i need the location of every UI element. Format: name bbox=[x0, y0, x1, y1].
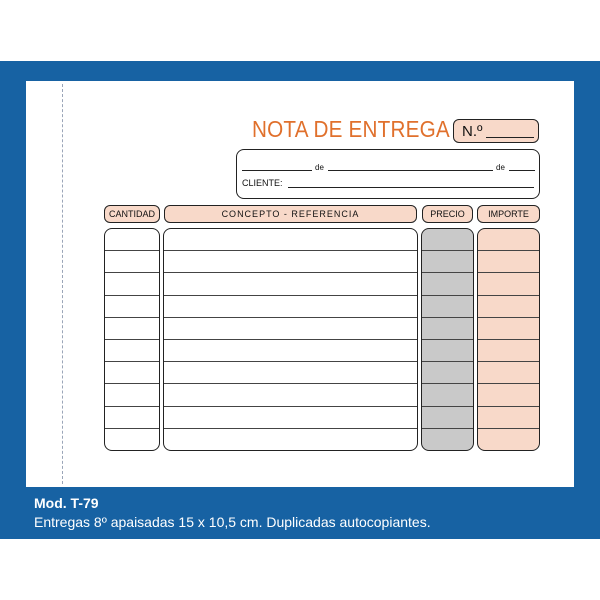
table-row bbox=[164, 340, 417, 362]
table-row bbox=[422, 362, 473, 384]
date-separator-2: de bbox=[496, 163, 505, 172]
table-row bbox=[164, 318, 417, 340]
table-row bbox=[164, 251, 417, 273]
column-precio bbox=[421, 228, 474, 451]
table-row bbox=[105, 273, 159, 295]
table-row bbox=[478, 407, 539, 429]
caption-description: Entregas 8º apaisadas 15 x 10,5 cm. Duplicadas autocopiantes. bbox=[34, 514, 431, 530]
column-cantidad bbox=[104, 228, 160, 451]
table-row bbox=[164, 362, 417, 384]
table-row bbox=[105, 429, 159, 451]
table-row bbox=[478, 384, 539, 406]
table-row bbox=[105, 251, 159, 273]
date-year-line bbox=[509, 170, 535, 171]
table-row bbox=[105, 407, 159, 429]
table-row bbox=[164, 273, 417, 295]
column-concepto bbox=[163, 228, 418, 451]
table-row bbox=[105, 362, 159, 384]
form-title: NOTA DE ENTREGA bbox=[252, 116, 450, 142]
table-row bbox=[164, 229, 417, 251]
table-row bbox=[164, 384, 417, 406]
table-row bbox=[422, 407, 473, 429]
date-separator-1: de bbox=[315, 163, 324, 172]
table-row bbox=[105, 384, 159, 406]
date-month-line bbox=[328, 170, 493, 171]
table-row bbox=[478, 296, 539, 318]
table-row bbox=[105, 340, 159, 362]
column-importe bbox=[477, 228, 540, 451]
number-label: N.º bbox=[462, 123, 483, 140]
table-row bbox=[105, 296, 159, 318]
table-row bbox=[422, 318, 473, 340]
table-row bbox=[478, 229, 539, 251]
number-line bbox=[486, 137, 534, 138]
caption-model: Mod. T-79 bbox=[34, 495, 99, 511]
date-day-line bbox=[242, 170, 312, 171]
table-row bbox=[105, 229, 159, 251]
table-row bbox=[478, 362, 539, 384]
date-client-box bbox=[236, 149, 540, 199]
table-row bbox=[478, 251, 539, 273]
number-field bbox=[453, 119, 539, 143]
table-row bbox=[164, 407, 417, 429]
table-row bbox=[164, 296, 417, 318]
table-row bbox=[422, 229, 473, 251]
client-line bbox=[288, 187, 534, 188]
table-row bbox=[478, 318, 539, 340]
table-row bbox=[422, 384, 473, 406]
header-cantidad: CANTIDAD bbox=[104, 205, 160, 223]
header-concepto: CONCEPTO - REFERENCIA bbox=[164, 205, 417, 223]
table-row bbox=[422, 296, 473, 318]
table-row bbox=[422, 251, 473, 273]
table-row bbox=[478, 429, 539, 451]
perforation-line bbox=[62, 84, 63, 484]
header-precio: PRECIO bbox=[422, 205, 473, 223]
table-row bbox=[422, 273, 473, 295]
table-row bbox=[478, 273, 539, 295]
table-row bbox=[478, 340, 539, 362]
table-row bbox=[422, 340, 473, 362]
table-row bbox=[105, 318, 159, 340]
table-row bbox=[422, 429, 473, 451]
header-importe: IMPORTE bbox=[477, 205, 540, 223]
table-row bbox=[164, 429, 417, 451]
client-label: CLIENTE: bbox=[242, 178, 283, 188]
